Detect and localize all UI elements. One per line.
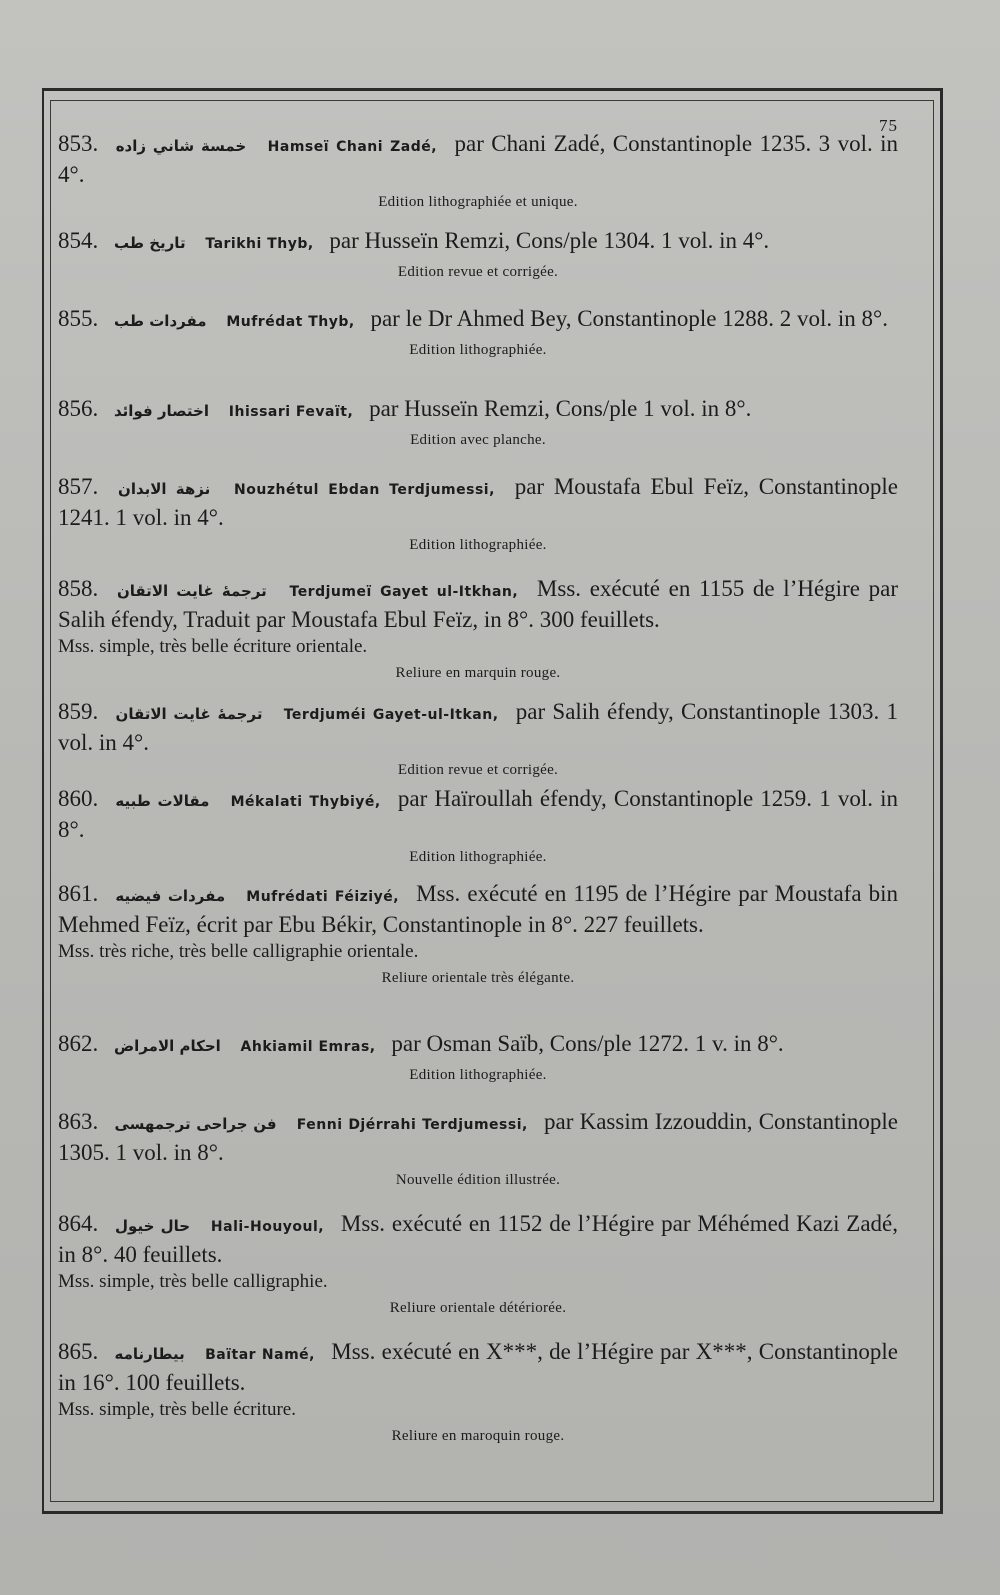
- entry-note: Mss. simple, très belle écriture orientale.: [58, 636, 368, 657]
- entry-number: 858.: [58, 576, 99, 601]
- arabic-title: نزهة الابدان: [118, 480, 211, 498]
- catalog-entry: [58, 698, 898, 779]
- entry-description: par Kassim Izzouddin, Constantinople 1305. 1 vol. in 8°.: [58, 1109, 898, 1165]
- catalog-entry: [58, 575, 898, 682]
- entry-line: [58, 1108, 898, 1166]
- edition-note: Nouvelle édition illustrée.: [395, 1172, 561, 1188]
- entry-description: par Osman Saïb, Cons/ple 1272. 1 v. in 8°.: [391, 1031, 784, 1056]
- entry-description: par le Dr Ahmed Bey, Constantinople 1288. 2 vol. in 8°.: [370, 306, 888, 331]
- entry-number: 854.: [58, 228, 99, 253]
- arabic-title: حال خيول: [115, 1217, 191, 1235]
- entry-line: [58, 395, 898, 426]
- edition-note: Reliure en maroquin rouge.: [391, 1428, 565, 1444]
- entry-description: Mss. exécuté en 1195 de l’Hégire par Moustafa bin Mehmed Feïz, écrit par Ebu Békir, Constantinople in 8°. 227 feuillets.: [58, 881, 899, 937]
- entry-line: [58, 1210, 898, 1268]
- arabic-title: ترجمهٔ غايت الاتقان: [116, 582, 267, 600]
- entry-number: 857.: [58, 474, 99, 499]
- transliterated-title: Nouzhétul Ebdan Terdjumessi,: [234, 482, 495, 498]
- catalog-entry: [58, 473, 898, 554]
- entry-number: 853.: [58, 131, 99, 156]
- edition-note: Edition lithographiée.: [409, 537, 547, 553]
- arabic-title: مفردات فيضيه: [115, 887, 226, 905]
- catalog-entry: [58, 1338, 898, 1445]
- entry-line: [58, 1030, 898, 1061]
- catalog-entry: [58, 130, 898, 211]
- arabic-title: بيطارنامه: [114, 1345, 185, 1363]
- entry-line: [58, 575, 898, 633]
- catalog-entry: [58, 227, 898, 281]
- catalog-entry: [58, 305, 898, 359]
- entry-line: [58, 130, 898, 188]
- entry-line: [58, 227, 898, 258]
- edition-note: Reliure orientale détériorée.: [389, 1300, 567, 1316]
- entry-number: 863.: [58, 1109, 99, 1134]
- catalog-entry: [58, 785, 898, 866]
- arabic-title: فن جراحى ترجمهسى: [114, 1115, 277, 1133]
- edition-note: Edition lithographiée.: [409, 849, 547, 865]
- entry-note: Mss. très riche, très belle calligraphie orientale.: [58, 941, 419, 962]
- catalog-entry: [58, 880, 898, 987]
- entry-number: 864.: [58, 1211, 99, 1236]
- transliterated-title: Mékalati Thybiyé,: [230, 794, 381, 810]
- transliterated-title: Mufrédat Thyb,: [226, 314, 355, 330]
- transliterated-title: Terdjuméi Gayet-ul-Itkan,: [283, 707, 499, 723]
- transliterated-title: Ihissari Fevaït,: [228, 404, 354, 420]
- entry-description: par Chani Zadé, Constantinople 1235. 3 vol. in 4°.: [58, 131, 899, 187]
- arabic-title: اختصار فوائد: [114, 402, 210, 420]
- catalog-entry: [58, 1108, 898, 1189]
- entry-number: 861.: [58, 881, 99, 906]
- entry-line: [58, 473, 898, 531]
- transliterated-title: Baïtar Namé,: [205, 1347, 315, 1363]
- entry-description: par Husseïn Remzi, Cons/ple 1 vol. in 8°.: [369, 396, 752, 421]
- arabic-title: تاريخ طب: [114, 234, 186, 252]
- arabic-title: احكام الامراض: [114, 1037, 221, 1055]
- entry-number: 860.: [58, 786, 99, 811]
- transliterated-title: Hali-Houyoul,: [210, 1219, 325, 1235]
- entry-description: par Moustafa Ebul Feïz, Constantinople 1241. 1 vol. in 4°.: [58, 474, 899, 530]
- edition-note: Edition lithographiée et unique.: [378, 194, 578, 210]
- transliterated-title: Tarikhi Thyb,: [205, 236, 314, 252]
- arabic-title: ترجمهٔ غايت الاتقان: [115, 705, 263, 723]
- entry-number: 865.: [58, 1339, 99, 1364]
- edition-note: Edition lithographiée.: [409, 1067, 547, 1083]
- entry-line: [58, 698, 898, 756]
- transliterated-title: Hamseï Chani Zadé,: [267, 139, 438, 155]
- transliterated-title: Mufrédati Féiziyé,: [246, 889, 400, 905]
- edition-note: Edition revue et corrigée.: [397, 762, 559, 778]
- entry-number: 859.: [58, 699, 99, 724]
- arabic-title: مقالات طبيه: [115, 792, 210, 810]
- edition-note: Edition lithographiée.: [409, 342, 547, 358]
- entry-line: [58, 785, 898, 843]
- entry-note: Mss. simple, très belle écriture.: [58, 1399, 296, 1420]
- entry-number: 862.: [58, 1031, 99, 1056]
- entry-note: Mss. simple, très belle calligraphie.: [58, 1271, 328, 1292]
- page-number: 75: [879, 116, 898, 135]
- entry-line: [58, 880, 898, 938]
- entry-number: 856.: [58, 396, 99, 421]
- catalog-entry: [58, 1210, 898, 1317]
- entry-description: par Salih éfendy, Constantinople 1303. 1 vol. in 4°.: [58, 699, 899, 755]
- edition-note: Reliure en marquin rouge.: [395, 665, 561, 681]
- entry-description: par Husseïn Remzi, Cons/ple 1304. 1 vol. in 4°.: [329, 228, 770, 253]
- edition-note: Edition avec planche.: [410, 432, 546, 448]
- entry-description: Mss. exécuté en 1152 de l’Hégire par Méhémed Kazi Zadé, in 8°. 40 feuillets.: [58, 1211, 899, 1267]
- entry-line: [58, 305, 898, 336]
- edition-note: Edition revue et corrigée.: [397, 264, 559, 280]
- entry-line: [58, 1338, 898, 1396]
- arabic-title: مفردات طب: [114, 312, 207, 330]
- catalog-entry: [58, 1030, 898, 1084]
- edition-note: Reliure orientale très élégante.: [381, 970, 575, 986]
- transliterated-title: Ahkiamil Emras,: [240, 1039, 376, 1055]
- catalog-entry: [58, 395, 898, 449]
- transliterated-title: Fenni Djérrahi Terdjumessi,: [296, 1117, 528, 1133]
- entry-description: par Haïroullah éfendy, Constantinople 1259. 1 vol. in 8°.: [58, 786, 899, 842]
- arabic-title: خمسة شاني زاده: [115, 137, 247, 155]
- entry-number: 855.: [58, 306, 99, 331]
- transliterated-title: Terdjumeï Gayet ul-Itkhan,: [289, 584, 519, 600]
- entry-description: Mss. exécuté en X***, de l’Hégire par X***, Constantinople in 16°. 100 feuillets.: [58, 1339, 899, 1395]
- entry-description: Mss. exécuté en 1155 de l’Hégire par Salih éfendy, Traduit par Moustafa Ebul Feïz, in 8°. 300 feuillets.: [58, 576, 899, 632]
